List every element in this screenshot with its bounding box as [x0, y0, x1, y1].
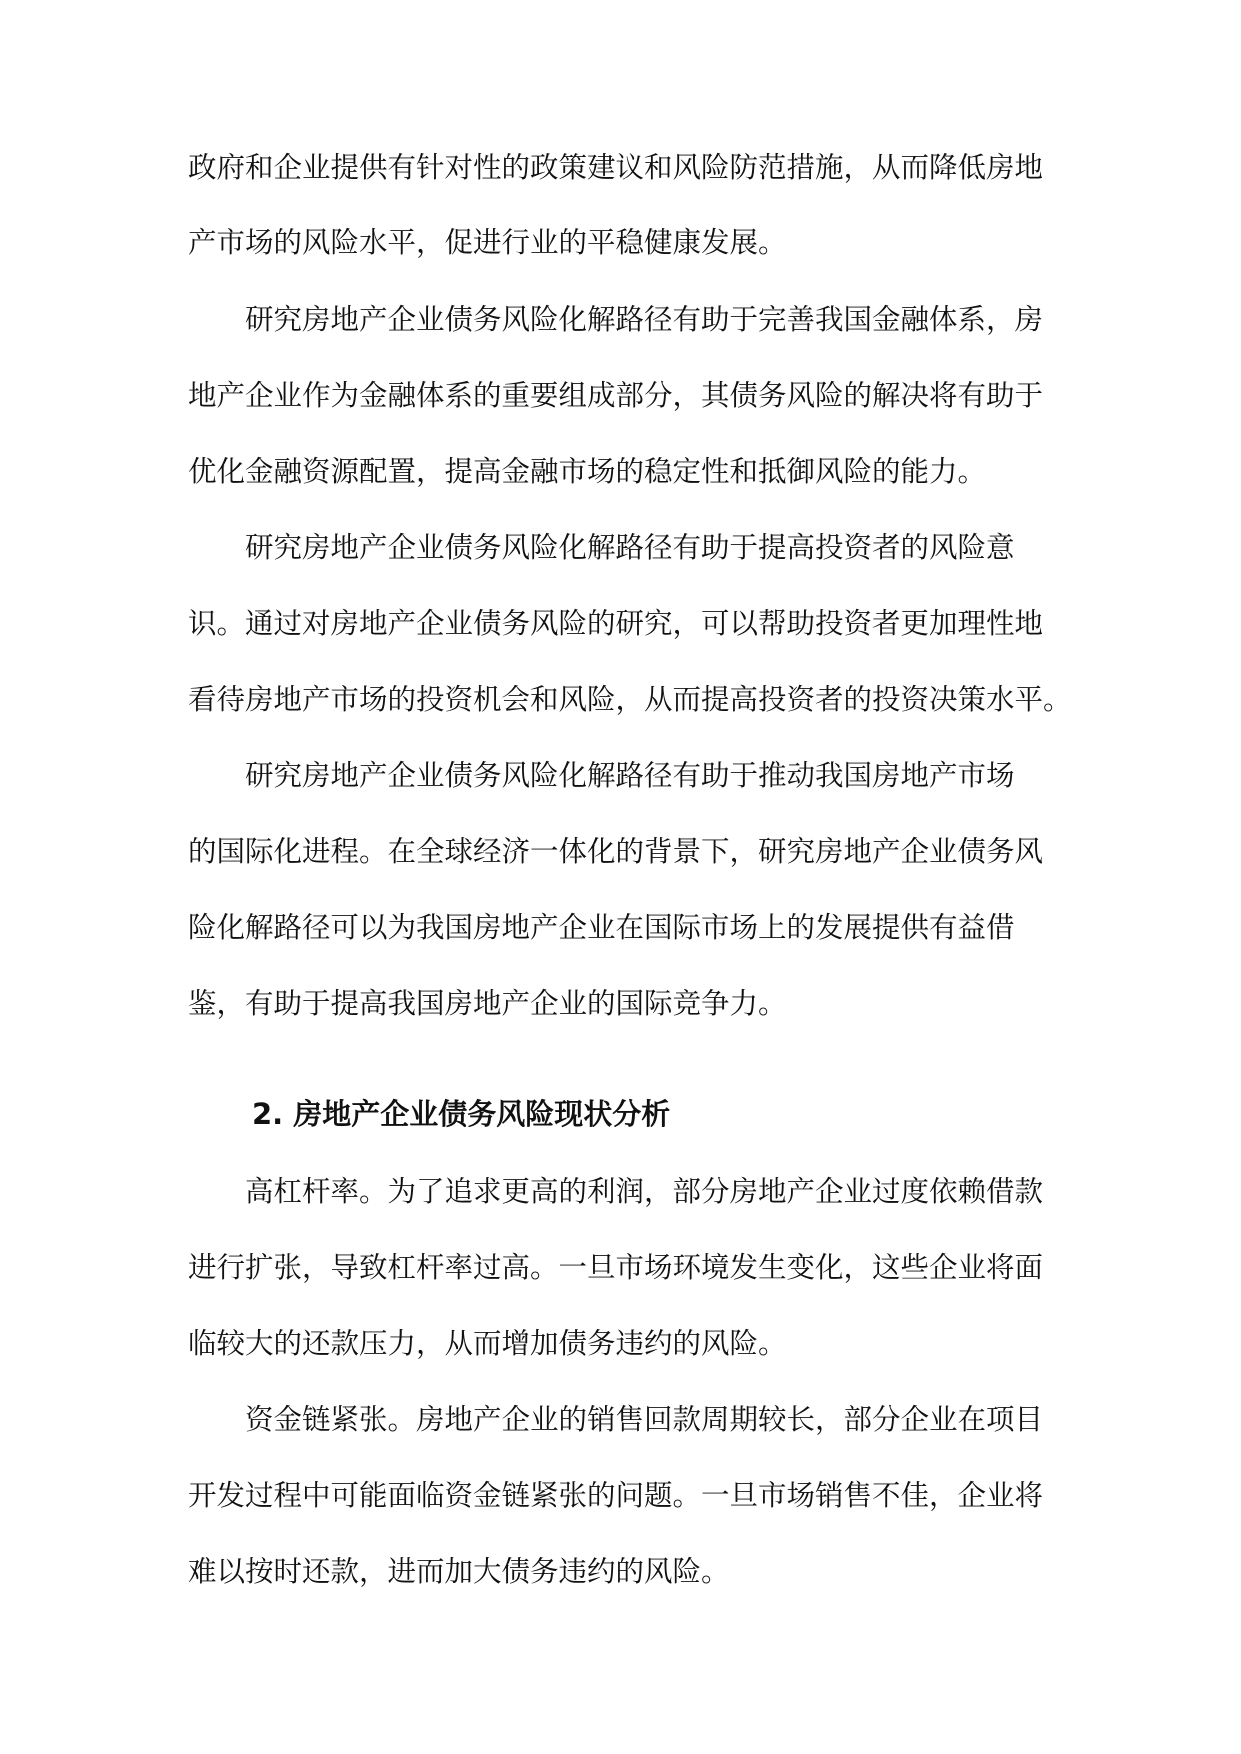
- section-heading: 2. 房地产企业债务风险现状分析: [252, 1097, 671, 1131]
- body-text-line: 进行扩张，导致杠杆率过高。一旦市场环境发生变化，这些企业将面: [188, 1251, 1044, 1284]
- body-text-line: 政府和企业提供有针对性的政策建议和风险防范措施，从而降低房地: [188, 151, 1044, 184]
- body-text-line: 难以按时还款，进而加大债务违约的风险。: [188, 1555, 730, 1588]
- body-text-line: 产市场的风险水平，促进行业的平稳健康发展。: [188, 226, 787, 259]
- paragraph-first-line: 研究房地产企业债务风险化解路径有助于提高投资者的风险意: [245, 531, 1015, 564]
- paragraph-first-line: 研究房地产企业债务风险化解路径有助于推动我国房地产市场: [245, 759, 1015, 792]
- body-text-line: 的国际化进程。在全球经济一体化的背景下，研究房地产企业债务风: [188, 835, 1044, 868]
- paragraph-first-line: 高杠杆率。为了追求更高的利润，部分房地产企业过度依赖借款: [245, 1175, 1044, 1208]
- body-text-line: 识。通过对房地产企业债务风险的研究，可以帮助投资者更加理性地: [188, 607, 1044, 640]
- body-text-line: 看待房地产市场的投资机会和风险，从而提高投资者的投资决策水平。: [188, 683, 1072, 716]
- body-text-line: 鉴，有助于提高我国房地产企业的国际竞争力。: [188, 987, 787, 1020]
- body-text-line: 临较大的还款压力，从而增加债务违约的风险。: [188, 1327, 787, 1360]
- paragraph-first-line: 研究房地产企业债务风险化解路径有助于完善我国金融体系，房: [245, 303, 1044, 336]
- paragraph-first-line: 资金链紧张。房地产企业的销售回款周期较长，部分企业在项目: [245, 1403, 1044, 1436]
- body-text-line: 险化解路径可以为我国房地产企业在国际市场上的发展提供有益借: [188, 911, 1015, 944]
- body-text-line: 开发过程中可能面临资金链紧张的问题。一旦市场销售不佳，企业将: [188, 1479, 1044, 1512]
- body-text-line: 优化金融资源配置，提高金融市场的稳定性和抵御风险的能力。: [188, 455, 987, 488]
- body-text-line: 地产企业作为金融体系的重要组成部分，其债务风险的解决将有助于: [188, 379, 1044, 412]
